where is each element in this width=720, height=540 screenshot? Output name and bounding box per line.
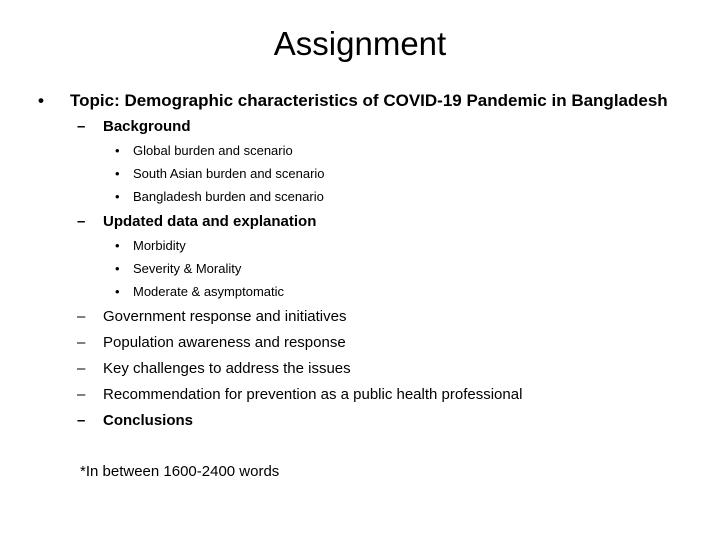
item-dash-1: – [77,308,86,325]
item-dash-4: – [77,386,86,403]
item-dash-5: – [77,412,86,429]
item-conclusions: Conclusions [103,412,194,429]
topic-text: Topic: Demographic characteristics of COVID-19 Pandemic in Bangladesh [70,91,668,110]
updated-item-3: Moderate & asymptomatic [133,284,285,299]
background-heading: Background [103,118,191,135]
background-item-1: Global burden and scenario [133,143,293,158]
item-dash-3: – [77,360,86,377]
background-item-2: South Asian burden and scenario [133,166,325,181]
background-bullet-1: • [115,143,120,158]
updated-bullet-2: • [115,261,120,276]
updated-dash: – [77,213,86,230]
background-item-3: Bangladesh burden and scenario [133,189,324,204]
slide-title: Assignment [273,25,447,62]
item-awareness: Population awareness and response [103,334,346,351]
item-dash-2: – [77,334,86,351]
topic-bullet: • [38,91,44,110]
item-challenges: Key challenges to address the issues [103,360,351,377]
updated-item-1: Morbidity [133,238,186,253]
updated-heading: Updated data and explanation [103,213,317,230]
updated-item-2: Severity & Morality [133,261,242,276]
updated-bullet-1: • [115,238,120,253]
item-recommendation: Recommendation for prevention as a public health professional [103,386,523,403]
item-government: Government response and initiatives [103,308,347,325]
word-count-note: *In between 1600-2400 words [80,463,280,480]
background-dash: – [77,118,86,135]
background-bullet-3: • [115,189,120,204]
background-bullet-2: • [115,166,120,181]
updated-bullet-3: • [115,284,120,299]
